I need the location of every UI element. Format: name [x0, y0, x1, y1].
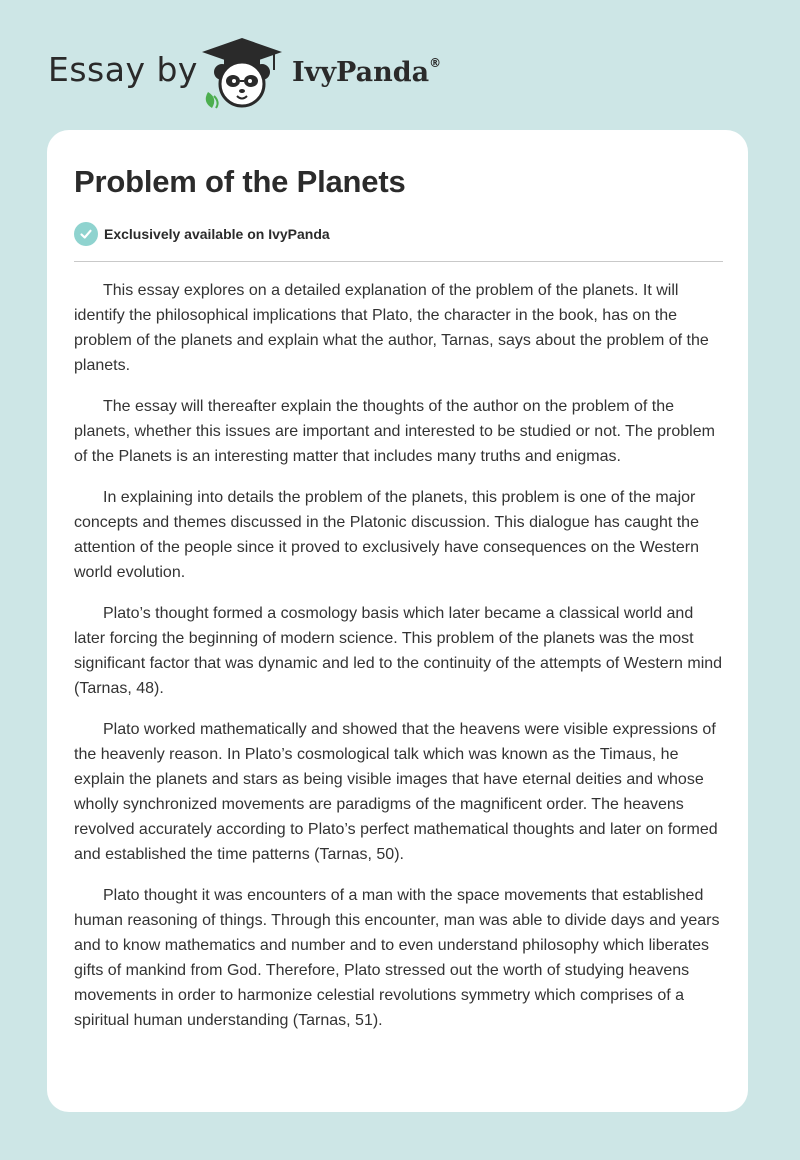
paragraph: The essay will thereafter explain the thoughts of the author on the problem of the planets, whether this issues are important and interested to be studied or not. The problem of the Planets is an interesting matter that includes many truths and enigmas.: [74, 398, 715, 465]
paragraph: Plato worked mathematically and showed that the heavens were visible expressions of the heavenly reason. In Plato’s cosmological talk which was known as the Timaus, he explain the planets and stars as being visible images that have eternal deities and whose wholly synchronized movements are paradigms of the magnificent order. The heavens revolved accurately according to Plato’s perfect mathematical thoughts and later on formed and established the time patterns (Tarnas, 50).: [74, 721, 718, 863]
paragraph: In explaining into details the problem of the planets, this problem is one of the major concepts and themes discussed in the Platonic discussion. This dialogue has caught the attention of the people since it proved to exclusively have consequences on the Western world evolution.: [74, 489, 699, 581]
registered-mark: ®: [429, 56, 442, 70]
panda-graduate-logo-icon[interactable]: [200, 36, 284, 110]
brand-name[interactable]: [292, 56, 441, 88]
divider: [74, 261, 723, 262]
essay-card: [47, 130, 748, 1112]
paragraph: Plato’s thought formed a cosmology basis which later became a classical world and later forcing the beginning of modern science. This problem of the planets was the most significant factor that was dynamic and led to the continuity of the attempts of Western mind (Tarnas, 48).: [74, 605, 723, 697]
essay-body: [74, 278, 726, 1049]
page-title: Problem of the Planets: [74, 164, 406, 199]
paragraph: This essay explores on a detailed explanation of the problem of the planets. It will identify the philosophical implications that Plato, the character in the book, has on the problem of the planets and explain what the author, Tarnas, says about the problem of the planets.: [74, 282, 709, 374]
site-header: [0, 0, 800, 130]
exclusive-badge: [74, 222, 330, 246]
brand-label: IvyPanda: [292, 57, 430, 88]
exclusive-label: Exclusively available on IvyPanda: [104, 226, 330, 242]
paragraph: Plato thought it was encounters of a man with the space movements that established human reasoning of things. Through this encounter, man was able to divide days and years and to know mathematics and number and to even understand philosophy which liberates gifts of mankind from God. Therefore, Plato stressed out the worth of studying heavens movements in order to harmonize celestial revolutions symmetry which comprises of a spiritual human understanding (Tarnas, 51).: [74, 887, 720, 1029]
check-circle-icon: [74, 222, 98, 246]
essay-by-label: Essay by: [48, 50, 198, 89]
